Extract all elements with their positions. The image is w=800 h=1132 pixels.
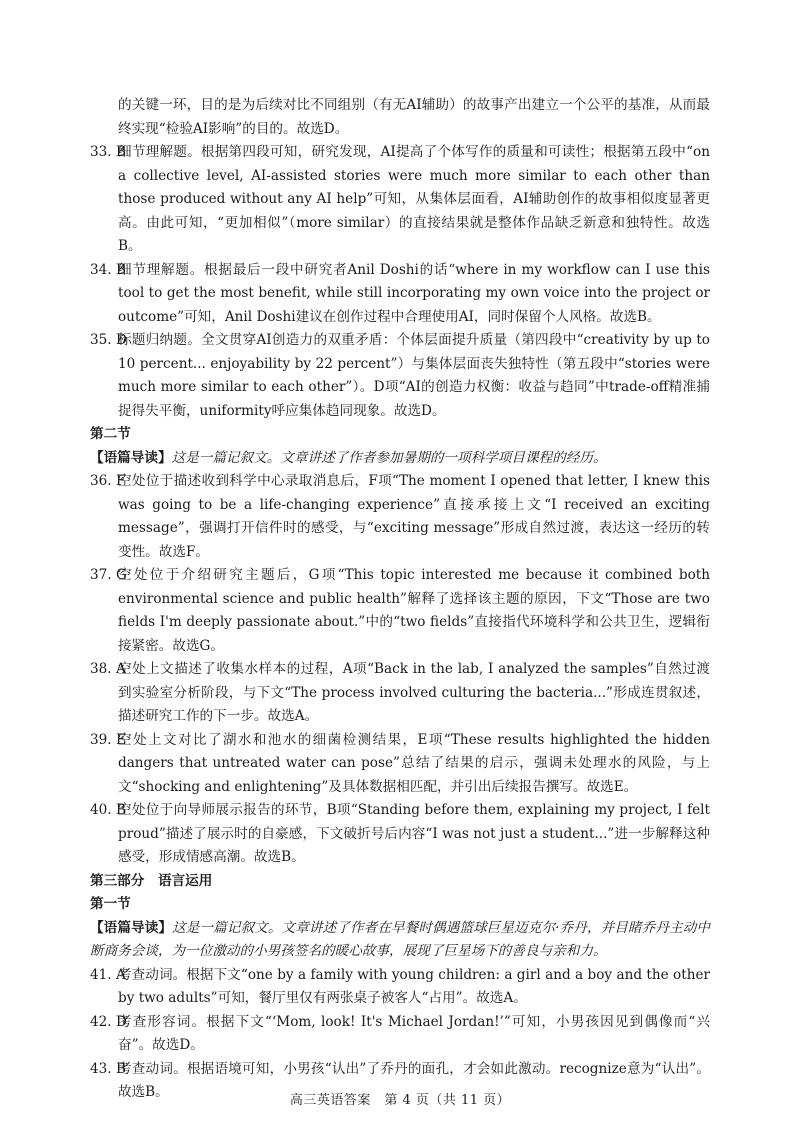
answer-explanation: 空处上文描述了收集水样本的过程，A项“Back in the lab, I analyzed the samples”自然过渡到实验室分析阶段，与下文“The process involved culturing the bacteria...”形成连贯叙述，描述研究工作的下一步。故选A。 <box>118 661 710 724</box>
section-1-heading: 第一节 <box>90 896 131 912</box>
answer-explanation: 细节理解题。根据第四段可知，研究发现，AI提高了个体写作的质量和可读性；根据第五段中“on a collective level, AI-assisted stories were much more similar to each other than those produced without any AI help”可知，从集体层面看，AI辅助创作的故事相似度显著更高。由此可知，“更加相似”（more similar）的直接结果就是整体作品缺乏新意和独特性。故选B。 <box>118 144 710 254</box>
answer-number: 40. B <box>90 802 126 818</box>
answer-item <box>90 329 710 423</box>
answer-item <box>90 658 710 729</box>
answers-33-35 <box>90 141 710 423</box>
answer-number: 37. G <box>90 567 127 583</box>
guide-label: 【语篇导读】 <box>90 449 172 466</box>
answer-item <box>90 141 710 259</box>
answer-explanation: 考查形容词。根据下文“‘Mom, look! It's Michael Jordan!’”可知，小男孩因见到偶像而“兴奋”。故选D。 <box>118 1013 710 1053</box>
section-2-heading: 第二节 <box>90 426 131 442</box>
answer-explanation: 空处位于向导师展示报告的环节，B项“Standing before them, explaining my project, I felt proud”描述了展示时的自豪感，下文破折号后内容“I was not just a student...”进一步解释这种感受，形成情感高潮。故选B。 <box>118 802 710 865</box>
answer-number: 43. B <box>90 1060 126 1077</box>
answer-number: 41. A <box>90 966 126 983</box>
answer-item <box>90 259 710 330</box>
answer-explanation: 空处位于描述收到科学中心录取消息后，F项“The moment I opened that letter, I knew this was going to be a life-changing experience”直接承接上文“I received an exciting message”，强调打开信件时的感受，与“exciting message”形成自然过渡，表达这一经历的转变性。故选F。 <box>118 473 710 560</box>
answer-explanation: 细节理解题。根据最后一段中研究者Anil Doshi的话“where in my workflow can I use this tool to get the most benefit, while still incorporating my own voice into the project or outcome”可知，Anil Doshi建议在创作过程中合理使用AI，同时保留个人风格。故选B。 <box>118 261 710 325</box>
part-3-heading: 第三部分 语言运用 <box>90 872 213 889</box>
guide-text: 这是一篇记叙文。文章讲述了作者在早餐时偶遇篮球巨星迈克尔·乔丹，并目睹乔丹主动中断商务会谈，为一位激动的小男孩签名的暖心故事，展现了巨星场下的善良与亲和力。 <box>90 919 710 959</box>
answer-item <box>90 964 710 1011</box>
answer-number: 34. B <box>90 261 126 278</box>
answers-41-43 <box>90 964 710 1105</box>
answer-explanation: 标题归纳题。全文贯穿AI创造力的双重矛盾：个体层面提升质量（第四段中“creativity by up to 10 percent... enjoyability by 22 percent”）与集体层面丧失独特性（第五段中“stories were much more similar to each other”）。D项“AI的创造力权衡：收益与趋同”中trade-off精准捕捉得失平衡，uniformity呼应集体趋同现象。故选D。 <box>118 332 710 419</box>
answer-item <box>90 729 710 800</box>
answer-number: 33. B <box>90 144 126 160</box>
guide-text: 这是一篇记叙文。文章讲述了作者参加暑期的一项科学项目课程的经历。 <box>171 449 607 466</box>
answer-explanation: 考查动词。根据下文“one by a family with young children: a girl and a boy and the other by two adults”可知，餐厅里仅有两张桌子被客人“占用”。故选A。 <box>118 966 710 1006</box>
passage-guide-part-3 <box>90 917 710 964</box>
answer-number: 42. D <box>90 1013 127 1030</box>
answer-content <box>90 94 710 1105</box>
answer-number: 38. A <box>90 661 126 677</box>
answer-item <box>90 470 710 564</box>
answer-explanation: 空处上文对比了湖水和池水的细菌检测结果，E项“These results highlighted the hidden dangers that untreated water can pose”总结了结果的启示，强调未处理水的风险，与上文“shocking and enlightening”及具体数据相匹配，并引出后续报告撰写。故选E。 <box>118 731 710 795</box>
answer-explanation: 空处位于介绍研究主题后，G项“This topic interested me because it combined both environmental science and public health”解释了选择该主题的原因，下文“Those are two fields I'm deeply passionate about.”中的“two fields”直接指代环境科学和公共卫生，逻辑衔接紧密。故选G。 <box>118 567 710 654</box>
answer-number: 36. F <box>90 473 126 489</box>
answer-number: 35. D <box>90 332 127 348</box>
intro-paragraph: 的关键一环，目的是为后续对比不同组别（有无AI辅助）的故事产出建立一个公平的基准，从而最终实现“检验AI影响”的目的。故选D。 <box>118 97 710 137</box>
answers-36-40 <box>90 470 710 870</box>
passage-guide-section-2 <box>90 447 710 471</box>
answer-item <box>90 564 710 658</box>
answer-item <box>90 799 710 870</box>
answer-number: 39. E <box>90 731 126 748</box>
guide-label: 【语篇导读】 <box>90 919 173 936</box>
answer-item <box>90 1011 710 1058</box>
answer-explanation: 考查动词。根据语境可知，小男孩“认出”了乔丹的面孔，才会如此激动。recognize意为“认出”。故选B。 <box>118 1060 710 1100</box>
page-footer: 高三英语答案 第 4 页（共 11 页） <box>289 1093 511 1108</box>
